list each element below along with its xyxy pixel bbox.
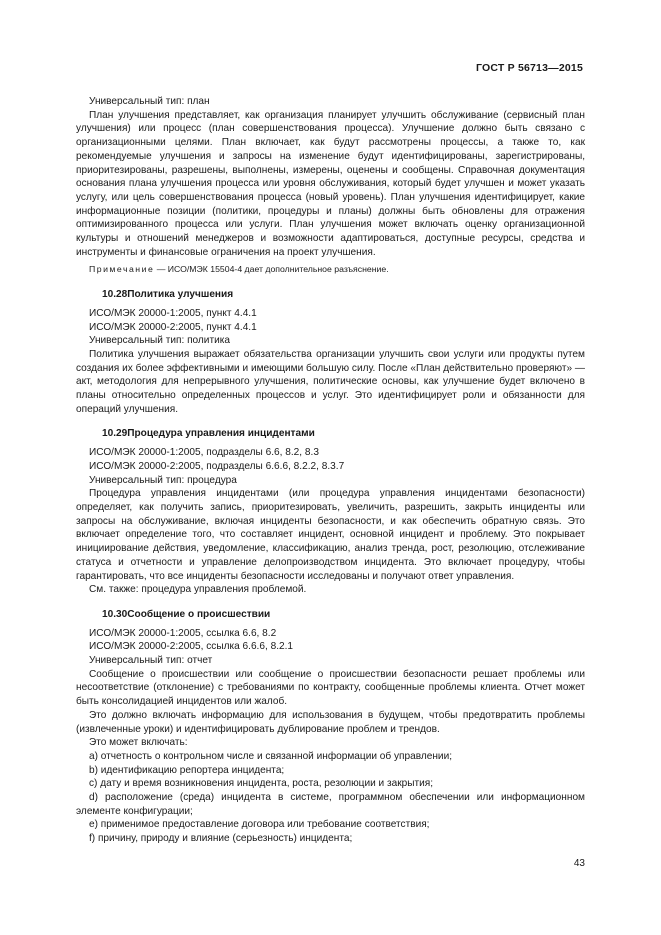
list-item: c) дату и время возникновения инцидента, роста, резолюции и закрытия; xyxy=(89,778,434,790)
section-10-30-ref1: ИСО/МЭК 20000-1:2005, ссылка 6.6, 8.2 xyxy=(89,627,277,639)
section-10-29-ref2: ИСО/МЭК 20000-2:2005, подразделы 6.6.6, 8.2.2, 8.3.7 xyxy=(89,460,345,472)
section-10-29-see-also: См. также: процедура управления проблемой. xyxy=(89,584,307,596)
list-item: b) идентификацию репортера инцидента; xyxy=(89,764,285,776)
section-10-28-ref2: ИСО/МЭК 20000-2:2005, пункт 4.4.1 xyxy=(89,321,257,333)
standard-header: ГОСТ Р 56713—2015 xyxy=(475,62,583,74)
section-10-30-ref2: ИСО/МЭК 20000-2:2005, ссылка 6.6.6, 8.2.1 xyxy=(89,641,294,653)
section-10-28-heading xyxy=(76,288,585,302)
section-10-29-type: Универсальный тип: процедура xyxy=(89,474,237,486)
section-10-28-type: Универсальный тип: политика xyxy=(89,335,230,347)
section-10-30-type: Универсальный тип: отчет xyxy=(89,655,213,667)
section-10-30-paragraph2: Это должно включать информацию для использования в будущем, чтобы предотвратить проблемы (извлеченные уроки) и идентифицировать дублирование проблем и трендов. xyxy=(76,709,585,735)
list-item: d) расположение (среда) инцидента в системе, программном обеспечении или информационном элементе конфигурации; xyxy=(76,792,585,817)
page-number: 43 xyxy=(573,858,585,869)
section-10-30-heading xyxy=(76,608,585,622)
intro-note xyxy=(76,263,585,277)
section-10-30-paragraph1: Сообщение о происшествии или сообщение о происшествии безопасности решает проблемы или несоответствие (отклонение) с требованиями по контракту, сообщенные проблемы клиента. Отчет может быть консолидацией инцидентов или жалоб. xyxy=(76,668,585,708)
intro-type-line: Универсальный тип: план xyxy=(89,96,210,107)
list-item: f) причину, природу и влияние (серьезность) инцидента; xyxy=(89,833,353,845)
section-number: 10.29 xyxy=(102,428,128,440)
section-number: 10.28 xyxy=(102,289,128,301)
section-10-29-paragraph: Процедура управления инцидентами (или процедура управления инцидентами безопасности) определяет, как получить запись, приоритезировать, увеличить, разрешить, закрыть инциденты или запросы на обслуживание, включая инциденты безопасности, и как обеспечить обратную связь. Это включает определение того, что составляет инцидент, основной инцидент и проблему. Это покрывает инициирование действия, уведомление, классификацию, анализ тренда, рост, резолюцию, отслеживание статуса и отчетности и управление делопроизводством инцидента. Это включает процедуру, чтобы гарантировать, что все инциденты безопасности исследованы и получают ответ управления. xyxy=(76,488,585,582)
section-10-28-paragraph: Политика улучшения выражает обязательства организации улучшить свои услуги или продукты путем создания их более эффективными и имеющими большую силу. После «План действительно проверяют» — акт, методология для непрерывного улучшения, политические основы, как улучшение будет включено в планы относительно определенных процессов и услуг. Это идентифицирует роли и обязанности для операций улучшения. xyxy=(76,348,585,415)
section-title: Политика улучшения xyxy=(127,289,234,301)
section-title: Сообщение о происшествии xyxy=(127,608,271,620)
section-10-29-heading xyxy=(76,427,585,441)
list-item: a) отчетность о контрольном числе и связанной информации об управлении; xyxy=(89,750,453,762)
intro-paragraph: План улучшения представляет, как организация планирует улучшить обслуживание (сервисный план улучшения) или процесс (план совершенствования процесса). Улучшение должно быть связано с организационными целями. План включает, как будут рассмотрены процессы, а также то, как рекомендуемые улучшения и запросы на изменение будут идентифицированы, зарегистрированы, приоритезированы, разрешены, выполнены, измерены, оценены и сообщены. Справочная документация основания плана улучшения процесса или уровня обслуживания, который будет улучшен и может указать услугу, или цель совершенствования процесса (новый уровень). План улучшения идентифицирует, какие информационные позиции (политики, процедуры и планы) должны быть обновлены для отражения оптимизированного процесса или услуги. План улучшения может включать оценку организационной культуры и отношений менеджеров и возможности адаптироваться, доступные ресурсы, средства и инструменты и финансовые ограничения на проект улучшения. xyxy=(76,109,585,258)
note-label: Примечание xyxy=(89,264,155,275)
page-content xyxy=(76,95,585,846)
section-title: Процедура управления инцидентами xyxy=(127,428,315,440)
section-10-28-ref1: ИСО/МЭК 20000-1:2005, пункт 4.4.1 xyxy=(89,307,257,319)
section-10-29-ref1: ИСО/МЭК 20000-1:2005, подразделы 6.6, 8.2, 8.3 xyxy=(89,447,319,459)
section-10-30-list-intro: Это может включать: xyxy=(89,737,188,749)
note-text: — ИСО/МЭК 15504-4 дает дополнительное разъяснение. xyxy=(154,264,389,275)
list-item: e) применимое предоставление договора или требование соответствия; xyxy=(89,819,430,831)
section-number: 10.30 xyxy=(102,608,128,620)
